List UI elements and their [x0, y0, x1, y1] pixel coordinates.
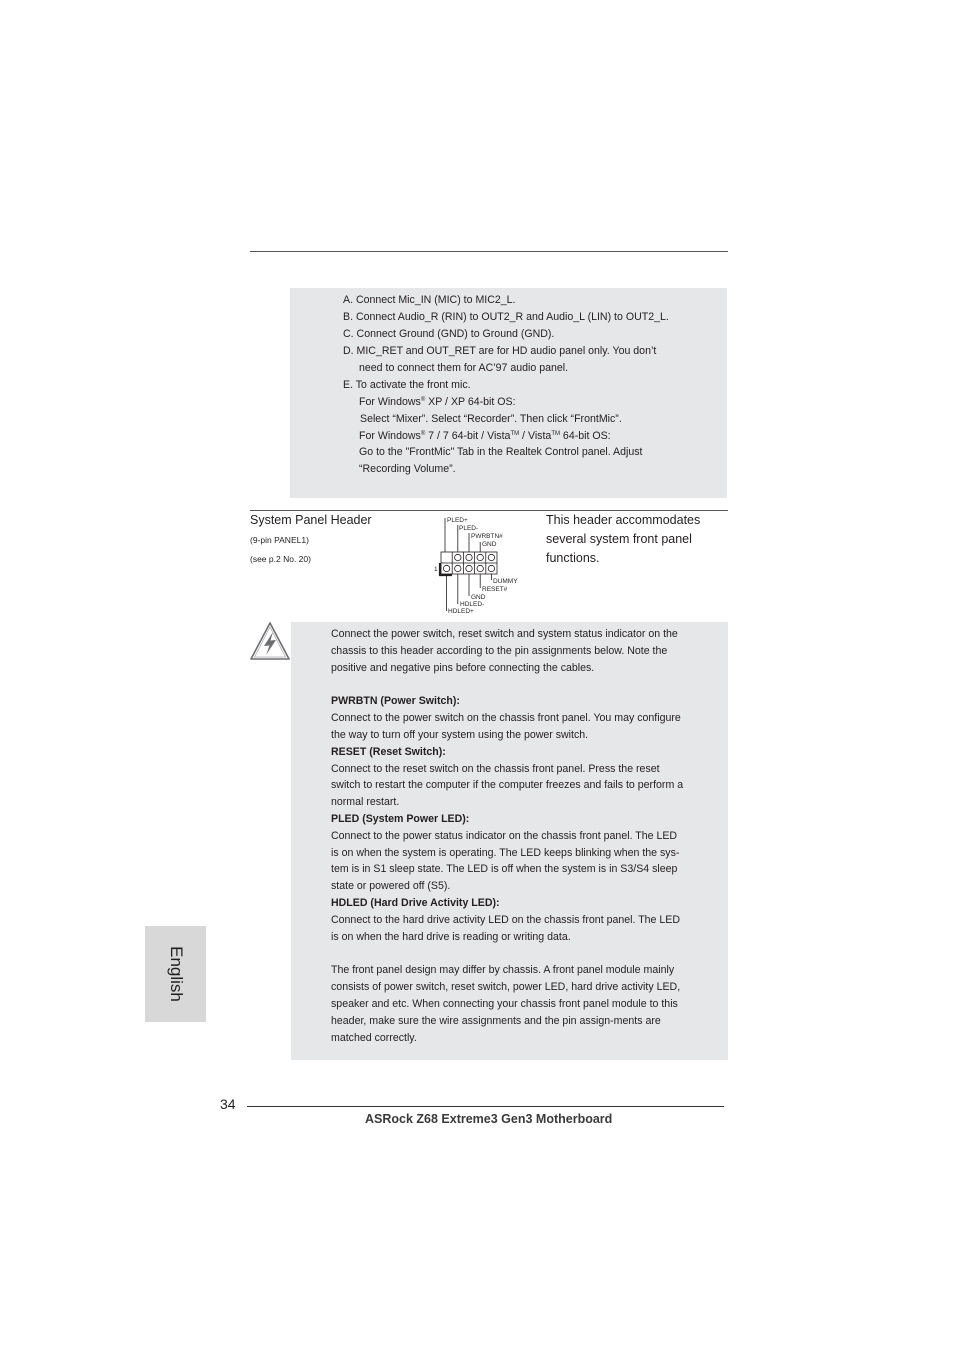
pwrbtn-line1: Connect to the power switch on the chassis front panel. You may configure: [331, 712, 681, 724]
step-a: A. Connect Mic_IN (MIC) to MIC2_L.: [343, 294, 516, 306]
label-gnd-bottom: GND: [471, 594, 486, 601]
label-dummy: DUMMY: [493, 578, 518, 585]
pled-heading: PLED (System Power LED):: [331, 813, 470, 825]
outro-line1: The front panel design may differ by chassis. A front panel module mainly: [331, 964, 675, 976]
footer-product-name: ASRock Z68 Extreme3 Gen3 Motherboard: [365, 1112, 613, 1126]
step-e: E. To activate the front mic.: [343, 379, 471, 391]
label-pin-1: 1: [434, 566, 438, 573]
label-pled-plus: PLED+: [447, 517, 468, 524]
notes-box: [291, 622, 728, 1060]
windows-7-step-line1: Go to the "FrontMic" Tab in the Realtek Control panel. Adjust: [359, 446, 643, 458]
step-c: C. Connect Ground (GND) to Ground (GND).: [343, 328, 555, 340]
outro-line3: speaker and etc. When connecting your chassis front panel module to this: [331, 998, 678, 1010]
page-reference: (see p.2 No. 20): [250, 554, 311, 564]
outro-line4: header, make sure the wire assignments and the pin assign-ments are: [331, 1015, 661, 1027]
outro-line2: consists of power switch, reset switch, power LED, hard drive activity LED,: [331, 981, 681, 993]
label-hdled-minus: HDLED-: [460, 601, 485, 608]
hdled-line1: Connect to the hard drive activity LED on the chassis front panel. The LED: [331, 914, 680, 926]
section-title: System Panel Header: [250, 513, 372, 527]
footer-rule: [247, 1106, 724, 1107]
hdled-heading: HDLED (Hard Drive Activity LED):: [331, 897, 500, 909]
panel-header-pin-diagram: [432, 514, 522, 616]
warning-icon: [249, 621, 291, 661]
pwrbtn-heading: PWRBTN (Power Switch):: [331, 695, 460, 707]
reset-heading: RESET (Reset Switch):: [331, 746, 446, 758]
hdled-line2: is on when the hard drive is reading or writing data.: [331, 931, 571, 943]
label-hdled-plus: HDLED+: [448, 608, 474, 615]
label-reset: RESET#: [482, 586, 508, 593]
pled-line4: state or powered off (S5).: [331, 880, 451, 892]
top-rule: [250, 251, 728, 252]
pwrbtn-line2: the way to turn off your system using the power switch.: [331, 729, 589, 741]
audio-instructions-box: [290, 288, 727, 498]
label-gnd-top: GND: [482, 541, 497, 548]
reset-line2: switch to restart the computer if the computer freezes and fails to perform a: [331, 779, 684, 791]
label-pled-minus: PLED-: [459, 525, 479, 532]
step-d-line1: D. MIC_RET and OUT_RET are for HD audio panel only. You don’t: [343, 345, 657, 357]
intro-line2: chassis to this header according to the pin assignments below. Note the: [331, 645, 668, 657]
step-b: B. Connect Audio_R (RIN) to OUT2_R and Audio_L (LIN) to OUT2_L.: [343, 311, 669, 323]
description-line2: several system front panel: [546, 532, 692, 546]
intro-line3: positive and negative pins before connecting the cables.: [331, 662, 595, 674]
language-tab: [145, 926, 206, 1022]
pled-line1: Connect to the power status indicator on the chassis front panel. The LED: [331, 830, 678, 842]
label-pwrbtn: PWRBTN#: [471, 533, 503, 540]
description-line3: functions.: [546, 551, 600, 565]
reset-line1: Connect to the reset switch on the chassis front panel. Press the reset: [331, 763, 660, 775]
pled-line2: is on when the system is operating. The LED keeps blinking when the sys-: [331, 847, 680, 859]
pled-line3: tem is in S1 sleep state. The LED is off when the system is in S3/S4 sleep: [331, 863, 678, 875]
windows-xp-heading: For Windows® XP / XP 64-bit OS:: [359, 396, 516, 408]
language-tab-label: English: [166, 946, 186, 1002]
pin-count: (9-pin PANEL1): [250, 535, 309, 545]
intro-line1: Connect the power switch, reset switch and system status indicator on the: [331, 628, 678, 640]
reset-line3: normal restart.: [331, 796, 400, 808]
page-number: 34: [220, 1096, 236, 1112]
description-line1: This header accommodates: [546, 513, 701, 527]
windows-xp-step: Select “Mixer”. Select “Recorder”. Then click “FrontMic”.: [360, 413, 622, 425]
windows-7-heading: For Windows® 7 / 7 64-bit / Vista™ / Vista™ 64-bit OS:: [359, 430, 611, 442]
step-d-line2: need to connect them for AC’97 audio panel.: [359, 362, 569, 374]
outro-line5: matched correctly.: [331, 1032, 417, 1044]
windows-7-step-line2: “Recording Volume”.: [359, 463, 456, 475]
